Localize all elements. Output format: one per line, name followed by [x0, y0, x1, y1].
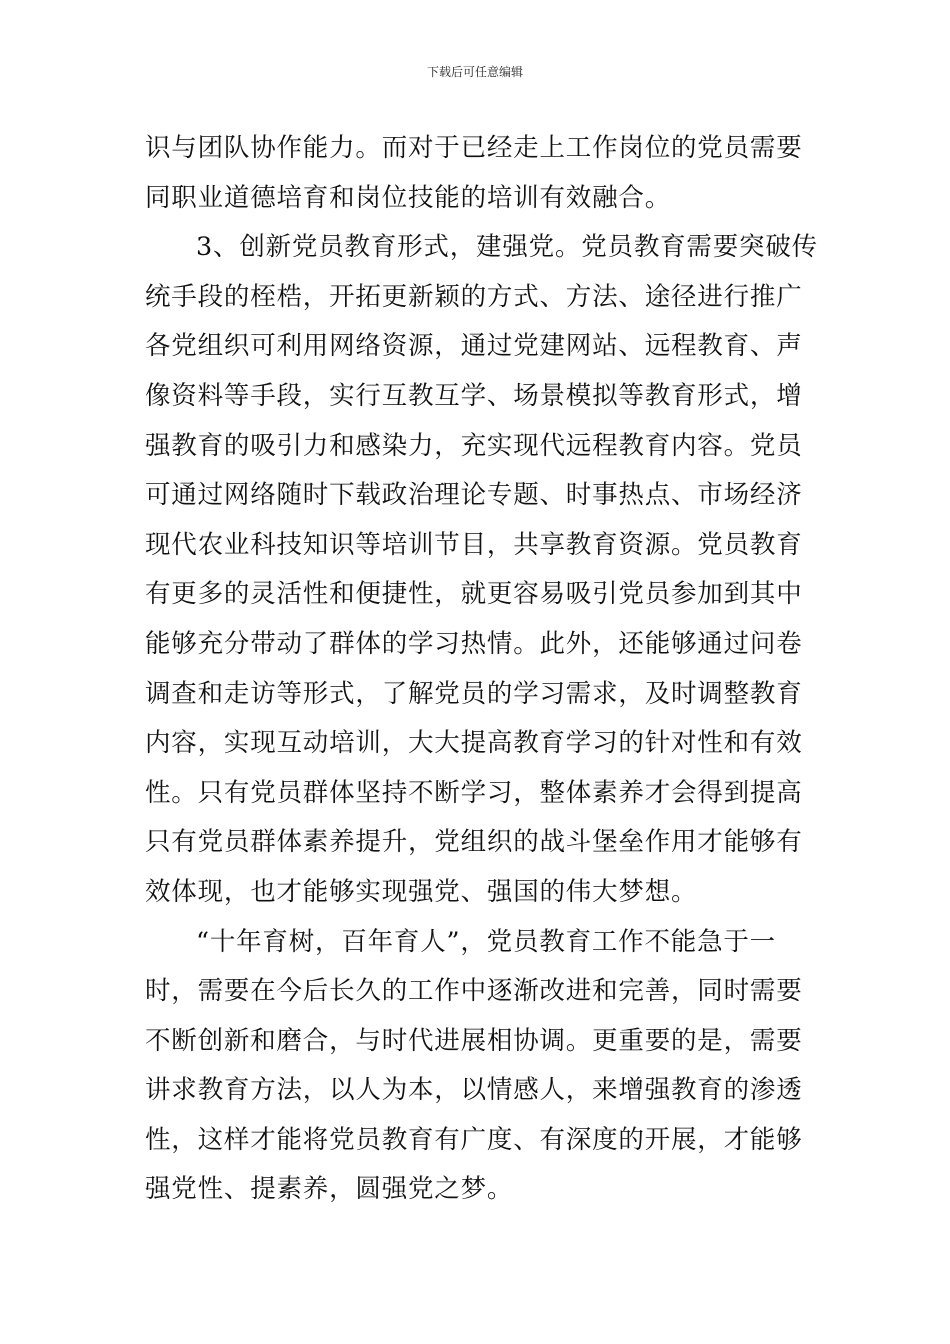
- text-line: 强党性、提素养，圆强党之梦。: [145, 1174, 514, 1205]
- text-line: 能够充分带动了群体的学习热情。此外，还能够通过问卷: [145, 628, 803, 659]
- text-line: 各党组织可利用网络资源，通过党建网站、远程教育、声: [145, 331, 803, 362]
- text-line: 现代农业科技知识等培训节目，共享教育资源。党员教育: [145, 529, 803, 560]
- text-line: 统手段的桎梏，开拓更新颖的方式、方法、途径进行推广: [145, 281, 803, 312]
- text-line: 可通过网络随时下载政治理论专题、时事热点、市场经济: [145, 480, 803, 511]
- text-line: 讲求教育方法，以人为本，以情感人，来增强教育的渗透: [145, 1075, 803, 1106]
- text-line: 性。只有党员群体坚持不断学习，整体素养才会得到提高: [145, 777, 803, 808]
- paragraph-start-line: “十年育树，百年育人”，党员教育工作不能急于一: [196, 926, 776, 957]
- text-line: 内容，实现互动培训，大大提高教育学习的针对性和有效: [145, 728, 803, 759]
- text-line: 时，需要在今后长久的工作中逐渐改进和完善，同时需要: [145, 976, 803, 1007]
- text-line: 不断创新和磨合，与时代进展相协调。更重要的是，需要: [145, 1025, 803, 1056]
- text-line: 同职业道德培育和岗位技能的培训有效融合。: [145, 182, 672, 213]
- text-line: 识与团队协作能力。而对于已经走上工作岗位的党员需要: [145, 133, 803, 163]
- text-line: 调查和走访等形式，了解党员的学习需求，及时调整教育: [145, 678, 803, 709]
- paragraph-start-line: 3、创新党员教育形式，建强党。党员教育需要突破传: [196, 232, 818, 263]
- text-line: 强教育的吸引力和感染力，充实现代远程教育内容。党员: [145, 430, 803, 461]
- document-body: [145, 124, 818, 1215]
- text-line: 性，这样才能将党员教育有广度、有深度的开展，才能够: [145, 1124, 803, 1155]
- text-line: 效体现，也才能够实现强党、强国的伟大梦想。: [145, 876, 698, 907]
- text-line: 有更多的灵活性和便捷性，就更容易吸引党员参加到其中: [145, 579, 803, 610]
- text-line: 像资料等手段，实行互教互学、场景模拟等教育形式，增: [145, 380, 803, 411]
- page-header: 下载后可任意编辑: [426, 65, 523, 79]
- text-line: 只有党员群体素养提升，党组织的战斗堡垒作用才能够有: [145, 827, 803, 858]
